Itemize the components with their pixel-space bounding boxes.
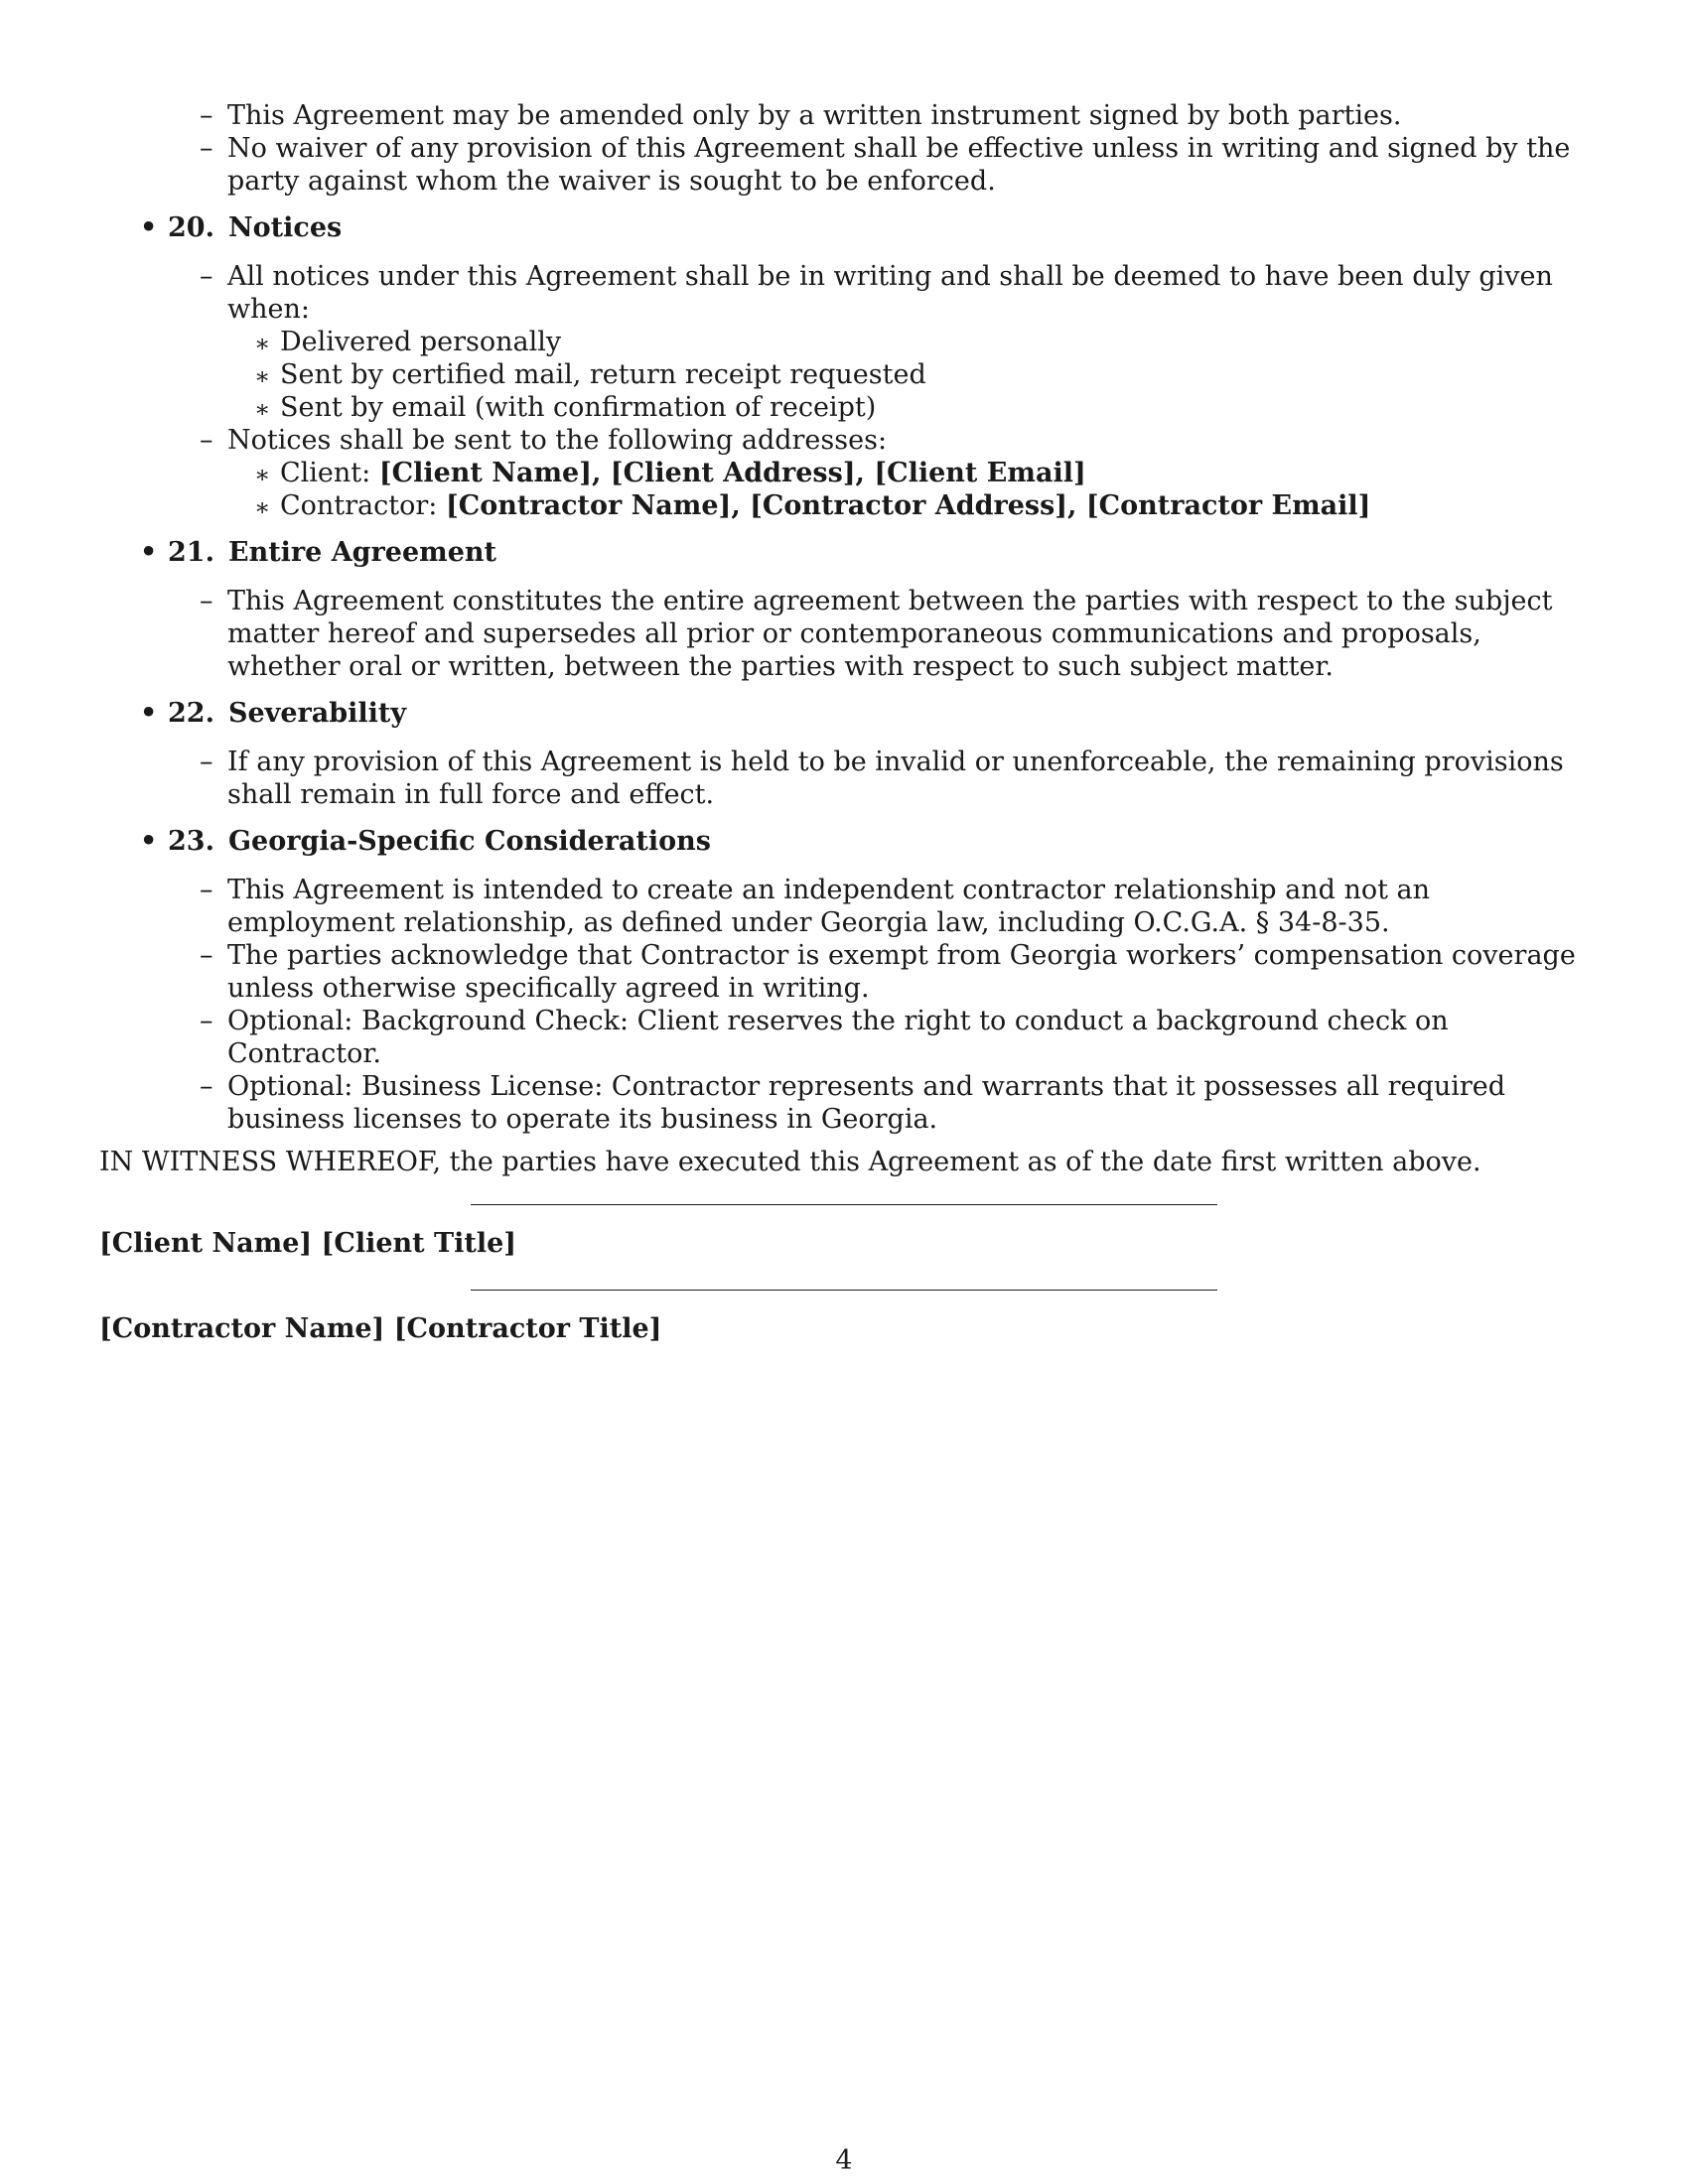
bullet: • (140, 698, 158, 729)
notices-address-intro: Notices shall be sent to the following addresses: (227, 425, 888, 456)
notice-method-2: Sent by certified mail, return receipt requested (280, 359, 926, 390)
list-item (254, 391, 1589, 424)
section-heading-entire-agreement (140, 536, 1589, 569)
dash-bullet: – (200, 586, 213, 616)
client-signature-line (471, 1204, 1217, 1205)
georgia-item-1: This Agreement is intended to create an independent contractor relationship and not an employment relationship, as defined under Georgia law, including O.C.G.A. § 34-8-35. (227, 875, 1431, 938)
section-number: 23. (168, 826, 214, 857)
dash-bullet: – (200, 133, 213, 164)
dash-bullet: – (200, 261, 213, 292)
asterisk-bullet: ∗ (254, 362, 271, 390)
asterisk-bullet: ∗ (254, 330, 271, 357)
dash-bullet: – (200, 940, 213, 971)
section-title: Entire Agreement (227, 537, 496, 568)
asterisk-bullet: ∗ (254, 461, 271, 488)
list-item (254, 457, 1589, 489)
client-label: Client: (280, 458, 371, 488)
contractor-signature-name: [Contractor Name] [Contractor Title] (99, 1313, 662, 1344)
list-item (254, 489, 1589, 522)
list-item (200, 746, 1589, 811)
bullet: • (140, 537, 158, 568)
page-number: 4 (835, 2145, 853, 2176)
section-title: Georgia-Specific Considerations (227, 826, 711, 857)
section-number: 22. (168, 698, 214, 729)
witness-clause: IN WITNESS WHEREOF, the parties have executed this Agreement as of the date first written above. (99, 1147, 1481, 1177)
entire-agreement-text: This Agreement constitutes the entire agreement between the parties with respect to the subject matter hereof and supersedes all prior or contemporaneous communications and proposals, whether oral or written, between the parties with respect to such subject matter. (227, 586, 1553, 682)
dash-bullet: – (200, 875, 213, 905)
list-item (200, 99, 1589, 132)
bullet: • (140, 212, 158, 243)
list-item (200, 260, 1589, 326)
dash-bullet: – (200, 100, 213, 131)
bullet: • (140, 826, 158, 857)
dash-bullet: – (200, 1071, 213, 1102)
document-page (99, 99, 1589, 1345)
list-item (254, 358, 1589, 391)
amendment-item-1: This Agreement may be amended only by a written instrument signed by both parties. (227, 100, 1402, 131)
dash-bullet: – (200, 747, 213, 777)
list-item (200, 1070, 1589, 1136)
notices-intro: All notices under this Agreement shall be in writing and shall be deemed to have been duly given when: (227, 261, 1553, 325)
contractor-address-value: [Contractor Name], [Contractor Address], [Contractor Email] (445, 490, 1371, 521)
section-title: Severability (227, 698, 407, 729)
notice-method-3: Sent by email (with confirmation of receipt) (280, 392, 877, 423)
section-number: 20. (168, 212, 214, 243)
asterisk-bullet: ∗ (254, 493, 271, 521)
contractor-signature-line (471, 1290, 1217, 1291)
dash-bullet: – (200, 1006, 213, 1036)
asterisk-bullet: ∗ (254, 395, 271, 423)
dash-bullet: – (200, 425, 213, 456)
client-address-value: [Client Name], [Client Address], [Client Email] (378, 458, 1086, 488)
list-item (254, 326, 1589, 358)
georgia-item-2: The parties acknowledge that Contractor is exempt from Georgia workers’ compensation coverage unless otherwise specifically agreed in writing. (227, 940, 1576, 1004)
section-number: 21. (168, 537, 214, 568)
list-item (200, 585, 1589, 683)
list-item (200, 132, 1589, 198)
georgia-item-3: Optional: Background Check: Client reserves the right to conduct a background check on Contractor. (227, 1006, 1449, 1069)
contractor-label: Contractor: (280, 490, 438, 521)
client-signature-name: [Client Name] [Client Title] (99, 1228, 517, 1259)
section-title: Notices (227, 212, 343, 243)
georgia-item-4: Optional: Business License: Contractor represents and warrants that it possesses all required business licenses to operate its business in Georgia. (227, 1071, 1506, 1135)
amendment-item-2: No waiver of any provision of this Agreement shall be effective unless in writing and signed by the party against whom the waiver is sought to be enforced. (227, 133, 1571, 197)
list-item (200, 939, 1589, 1005)
section-heading-severability (140, 697, 1589, 730)
section-heading-georgia (140, 825, 1589, 858)
list-item (200, 424, 1589, 457)
list-item (200, 1005, 1589, 1070)
section-heading-notices (140, 211, 1589, 244)
severability-text: If any provision of this Agreement is held to be invalid or unenforceable, the remaining provisions shall remain in full force and effect. (227, 747, 1564, 810)
notice-method-1: Delivered personally (280, 327, 562, 357)
list-item (200, 874, 1589, 939)
